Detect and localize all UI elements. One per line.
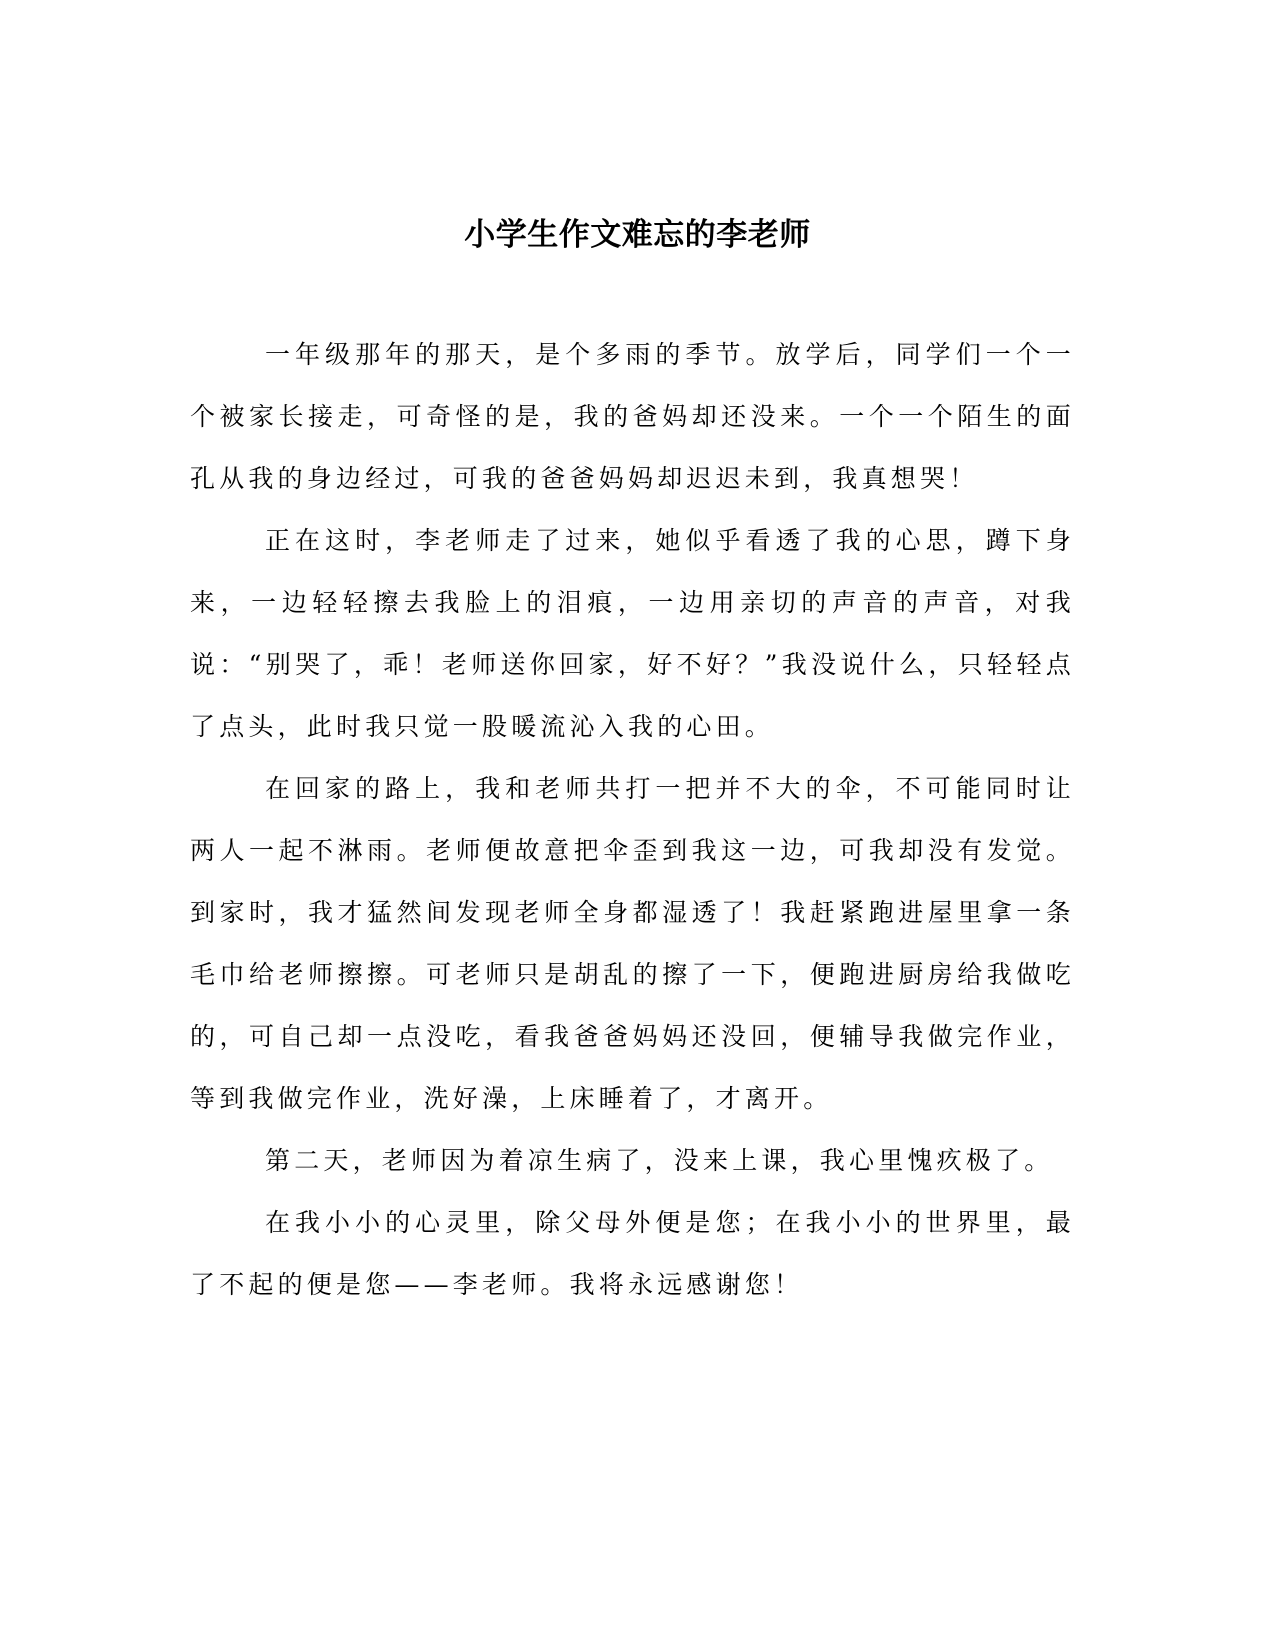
paragraph-2: 正在这时，李老师走了过来，她似乎看透了我的心思，蹲下身来，一边轻轻擦去我脸上的泪痕，一边用亲切的声音的声音，对我说：“别哭了，乖！老师送你回家，好不好？”我没说什么，只轻轻点了点头，此时我只觉一股暖流沁入我的心田。 xyxy=(190,526,1075,741)
essay-body xyxy=(190,324,1075,1316)
paragraph-4: 第二天，老师因为着凉生病了，没来上课，我心里愧疚极了。 xyxy=(265,1146,1054,1175)
paragraph-3: 在回家的路上，我和老师共打一把并不大的伞，不可能同时让两人一起不淋雨。老师便故意把伞歪到我这一边，可我却没有发觉。到家时，我才猛然间发现老师全身都湿透了！我赶紧跑进屋里拿一条毛巾给老师擦擦。可老师只是胡乱的擦了一下，便跑进厨房给我做吃的，可自己却一点没吃，看我爸爸妈妈还没回，便辅导我做完作业，等到我做完作业，洗好澡，上床睡着了，才离开。 xyxy=(190,774,1075,1113)
paragraph-5: 在我小小的心灵里，除父母外便是您；在我小小的世界里，最了不起的便是您——李老师。我将永远感谢您！ xyxy=(190,1208,1075,1299)
paragraph-1: 一年级那年的那天，是个多雨的季节。放学后，同学们一个一个被家长接走，可奇怪的是，我的爸妈却还没来。一个一个陌生的面孔从我的身边经过，可我的爸爸妈妈却迟迟未到，我真想哭！ xyxy=(190,340,1075,493)
document-title: 小学生作文难忘的李老师 xyxy=(464,217,811,253)
